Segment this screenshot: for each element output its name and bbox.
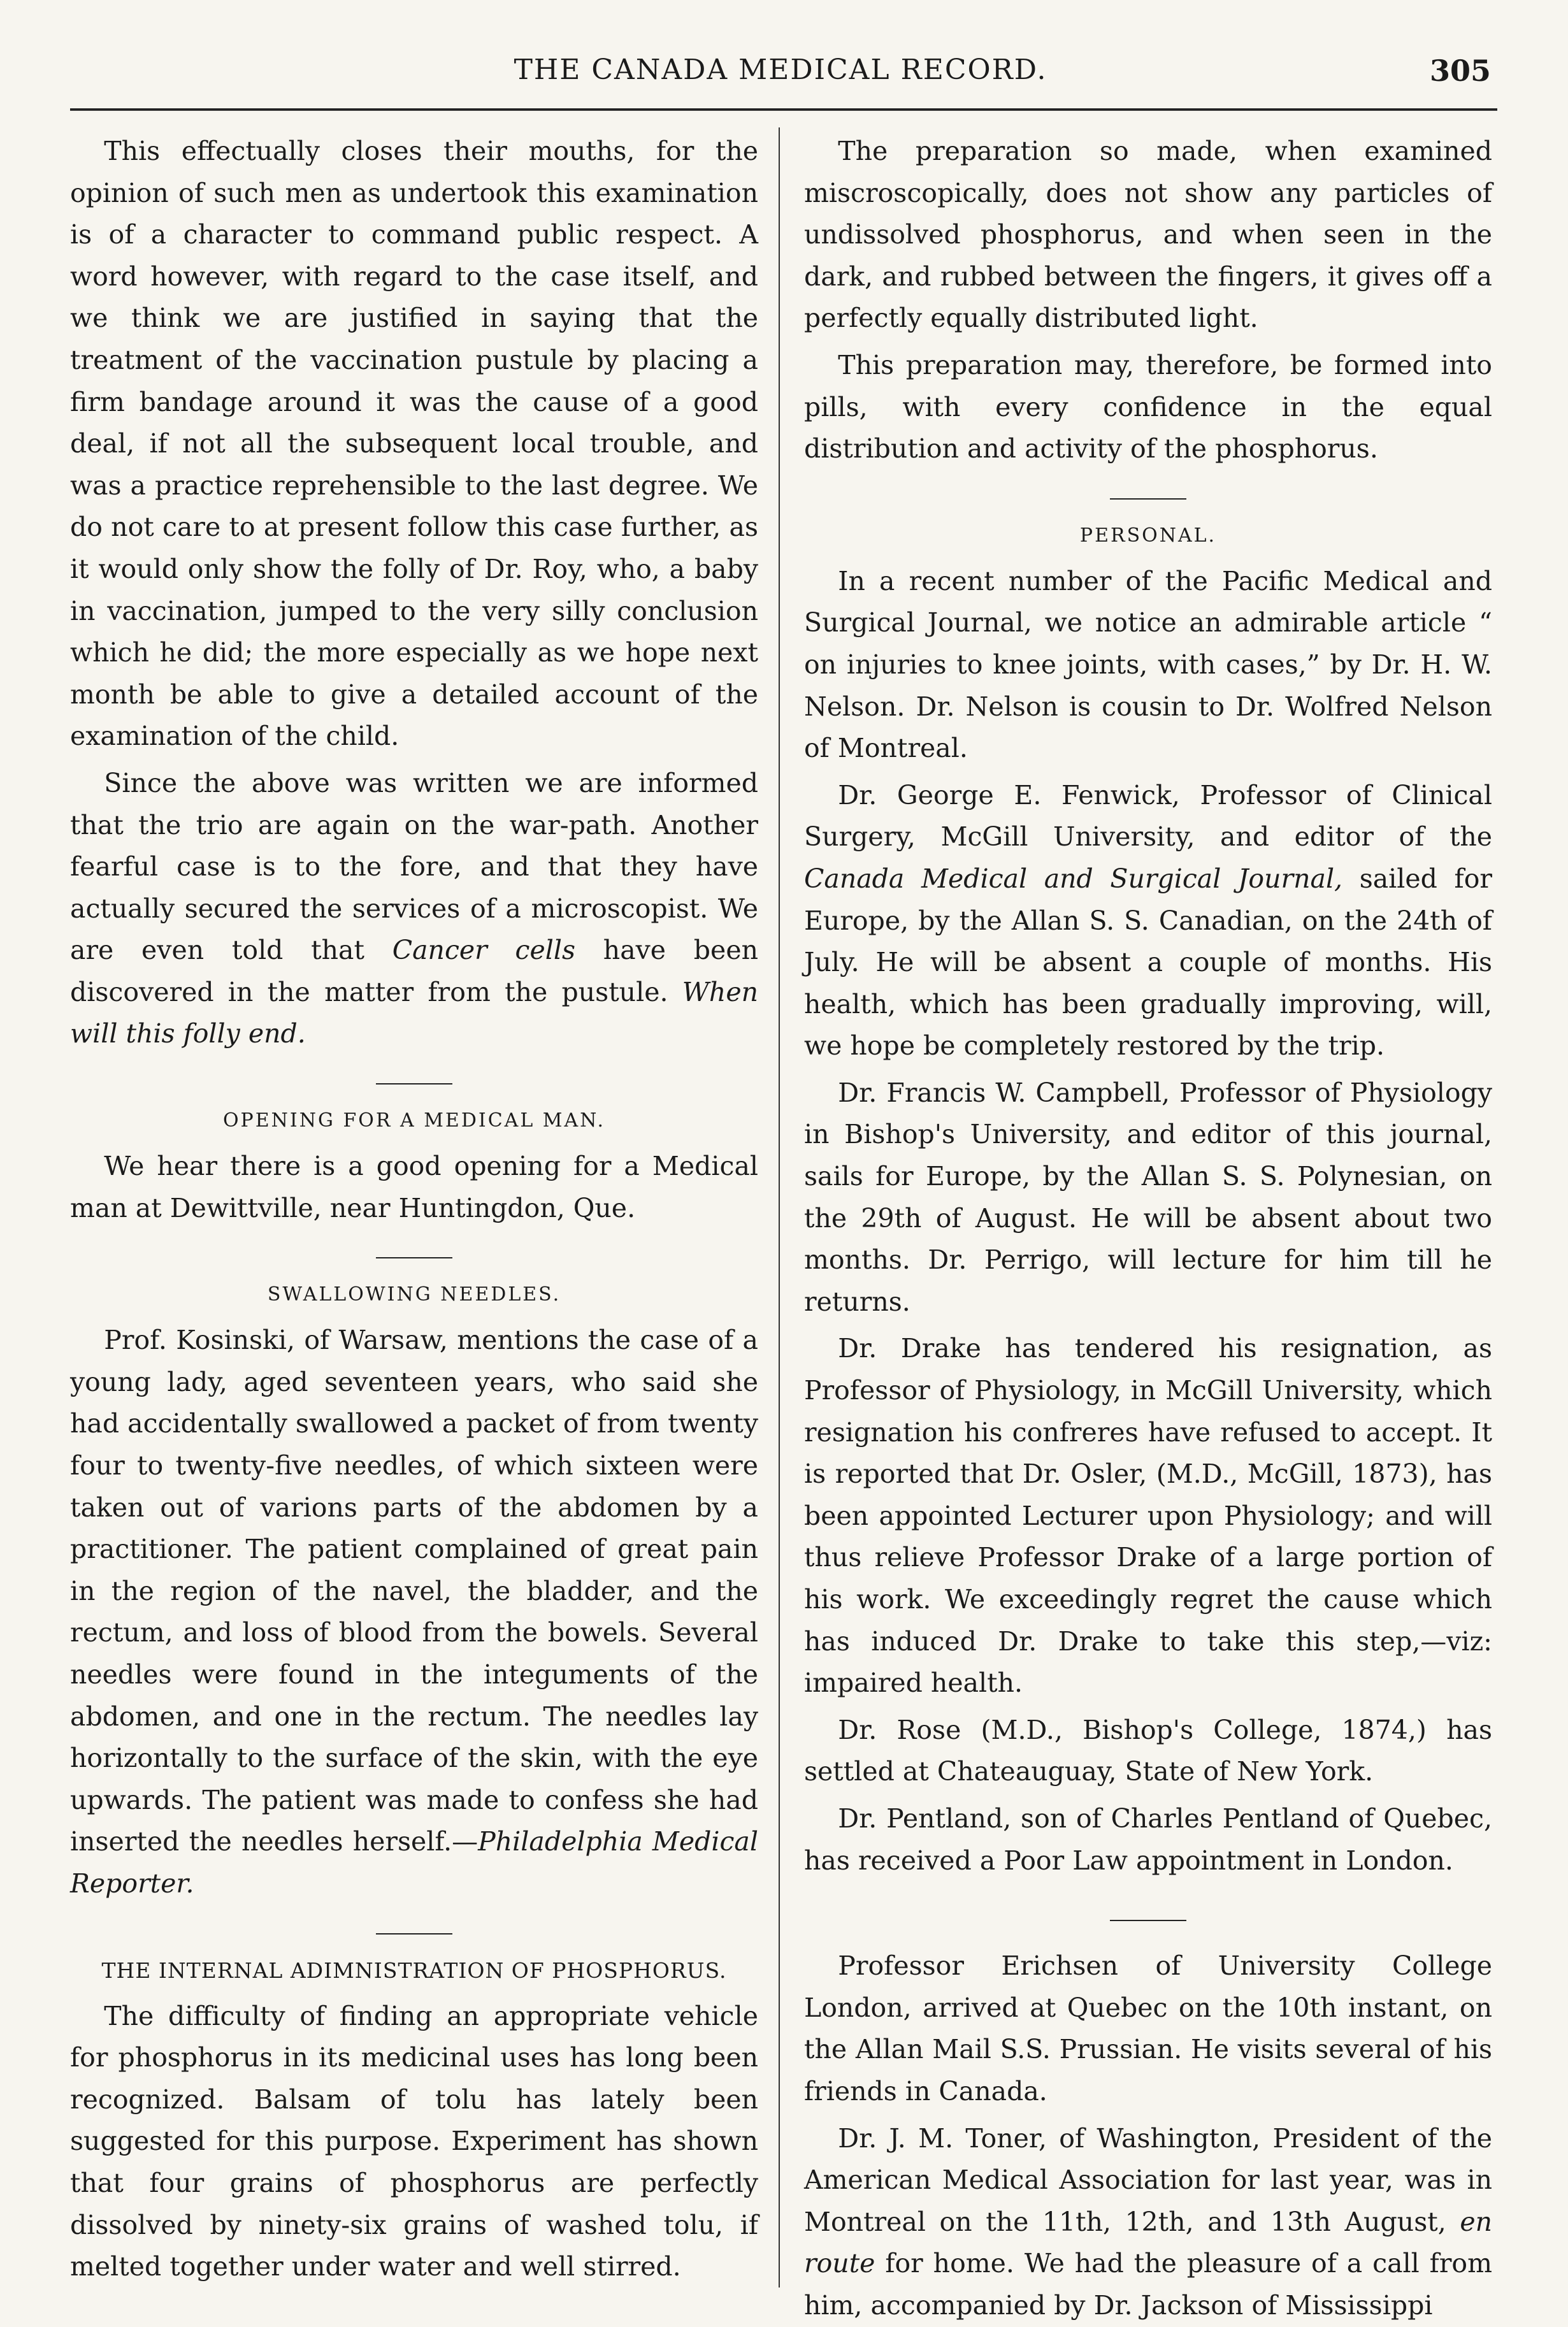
- paragraph-phosphorus: The difficulty of finding an appropriate vehicle for phosphorus in its medicinal uses has long been recognized. Balsam of tolu has lately been suggested for this purpose. Experiment has shown that four grains of phosphorus are perfectly dissolved by ninety-six grains of washed tolu, if melted together under water and well stirred.: [70, 2000, 758, 2282]
- section-rule: [1110, 498, 1186, 500]
- text: Dr. J. M. Toner, of Washington, President of the American Medical Association for last year, was in Montreal on the 11th, 12th, and 13th August,: [804, 2122, 1492, 2237]
- emphasis-text: Cancer cells: [392, 935, 576, 966]
- section-rule: [376, 1083, 452, 1084]
- section-rule: [1110, 1920, 1186, 1921]
- emphasis-text: When will this folly end.: [70, 976, 758, 1049]
- emphasis-text: en route: [804, 2206, 1492, 2279]
- paragraph-vaccination: This effectually closes their mouths, for the opinion of such men as undertook this examination is of a character to command public respect. A word however, with regard to the case itself, and we think we are justified in saying that the treatment of the vaccination pustule by placing a firm bandage around it was the cause of a good deal, if not all the subsequent local trouble, and was a practice reprehensible to the last degree. We do not care to at present follow this case further, as it would only show the folly of Dr. Roy, who, a baby in vaccination, jumped to the very silly conclusion which he did; the more especially as we hope next month be able to give a detailed account of the examination of the child.: [70, 136, 758, 752]
- column-divider: [779, 127, 780, 2287]
- text: have been discovered in the matter from the pustule.: [70, 935, 758, 1007]
- right-column: [804, 131, 1492, 2327]
- journal-title: THE CANADA MEDICAL RECORD.: [514, 54, 1047, 86]
- text: Since the above was written we are informed that the trio are again on the war-path. Another fearful case is to the fore, and that they have actually secured the services of a microscopist. We are even told that: [70, 767, 758, 966]
- paragraph-campbell: Dr. Francis W. Campbell, Professor of Physiology in Bishop's University, and editor of this journal, sails for Europe, by the Allan S. S. Polynesian, on the 29th of August. He will be absent about two months. Dr. Perrigo, will lecture for him till he returns.: [804, 1077, 1492, 1317]
- section-rule: [376, 1933, 452, 1934]
- heading-needles: SWALLOWING NEEDLES.: [267, 1283, 561, 1306]
- heading-phosphorus: THE INTERNAL ADIMNISTRATION OF PHOSPHORUS.: [101, 1957, 727, 1983]
- paragraph-pentland: Dr. Pentland, son of Charles Pentland of Quebec, has received a Poor Law appointment in London.: [804, 1803, 1492, 1876]
- paragraph-toner: [804, 2118, 1492, 2327]
- heading-opening: OPENING FOR A MEDICAL MAN.: [222, 1109, 606, 1132]
- paragraph-war-path: [70, 763, 758, 1055]
- heading-personal: PERSONAL.: [1079, 524, 1217, 547]
- journal-name: Canada Medical and Surgical Journal,: [804, 863, 1343, 894]
- text: for home. We had the pleasure of a call from him, accompanied by Dr. Jackson of Mississippi: [804, 2248, 1492, 2321]
- paragraph-erichsen: Professor Erichsen of University College London, arrived at Quebec on the 10th instant, on the Allan Mail S.S. Prussian. He visits several of his friends in Canada.: [804, 1950, 1492, 2107]
- page-number: 305: [1429, 54, 1491, 88]
- text: Prof. Kosinski, of Warsaw, mentions the case of a young lady, aged seventeen years, who said she had accidentally swallowed a packet of from twenty four to twenty-five needles, of which sixteen were taken out of varions parts of the abdomen by a practitioner. The patient complained of great pain in the region of the navel, the bladder, and the rectum, and loss of blood from the bowels. Several needles were found in the integuments of the abdomen, and one in the rectum. The needles lay horizontally to the surface of the skin, with the eye upwards. The patient was made to confess she had inserted the needles herself.—: [70, 1325, 758, 1857]
- paragraph-opening: We hear there is a good opening for a Medical man at Dewittville, near Huntingdon, Que.: [70, 1151, 758, 1223]
- left-column: [70, 131, 758, 2288]
- running-header: [70, 54, 1491, 98]
- section-rule: [376, 1257, 452, 1258]
- paragraph-rose: Dr. Rose (M.D., Bishop's College, 1874,) has settled at Chateauguay, State of New York.: [804, 1714, 1492, 1787]
- text: sailed for Europe, by the Allan S. S. Canadian, on the 24th of July. He will be absent a couple of months. His health, which has been gradually improving, will, we hope be completely restored by the trip.: [804, 863, 1492, 1062]
- text: Dr. George E. Fenwick, Professor of Clinical Surgery, McGill University, and editor of the: [804, 779, 1492, 853]
- paragraph-pills: This preparation may, therefore, be formed into pills, with every confidence in the equal distribution and activity of the phosphorus.: [804, 349, 1492, 465]
- paragraph-fenwick: [804, 775, 1492, 1067]
- source-citation: Philadelphia Medical Reporter.: [70, 1826, 758, 1899]
- paragraph-preparation: The preparation so made, when examined miscroscopically, does not show any particles of undissolved phosphorus, and when seen in the dark, and rubbed between the fingers, it gives off a perfectly equally distributed light.: [804, 136, 1492, 334]
- header-rule: [70, 108, 1497, 111]
- paragraph-needles: [70, 1320, 758, 1905]
- paragraph-pacific: In a recent number of the Pacific Medical and Surgical Journal, we notice an admirable article “ on injuries to knee joints, with cases,” by Dr. H. W. Nelson. Dr. Nelson is cousin to Dr. Wolfred Nelson of Montreal.: [804, 565, 1492, 764]
- paragraph-drake: Dr. Drake has tendered his resignation, as Professor of Physiology, in McGill University, which resignation his confreres have refused to accept. It is reported that Dr. Osler, (M.D., McGill, 1873), has been appointed Lecturer upon Physiology; and will thus relieve Professor Drake of a large portion of his work. We exceedingly regret the cause which has induced Dr. Drake to take this step,—viz: impaired health.: [804, 1333, 1492, 1699]
